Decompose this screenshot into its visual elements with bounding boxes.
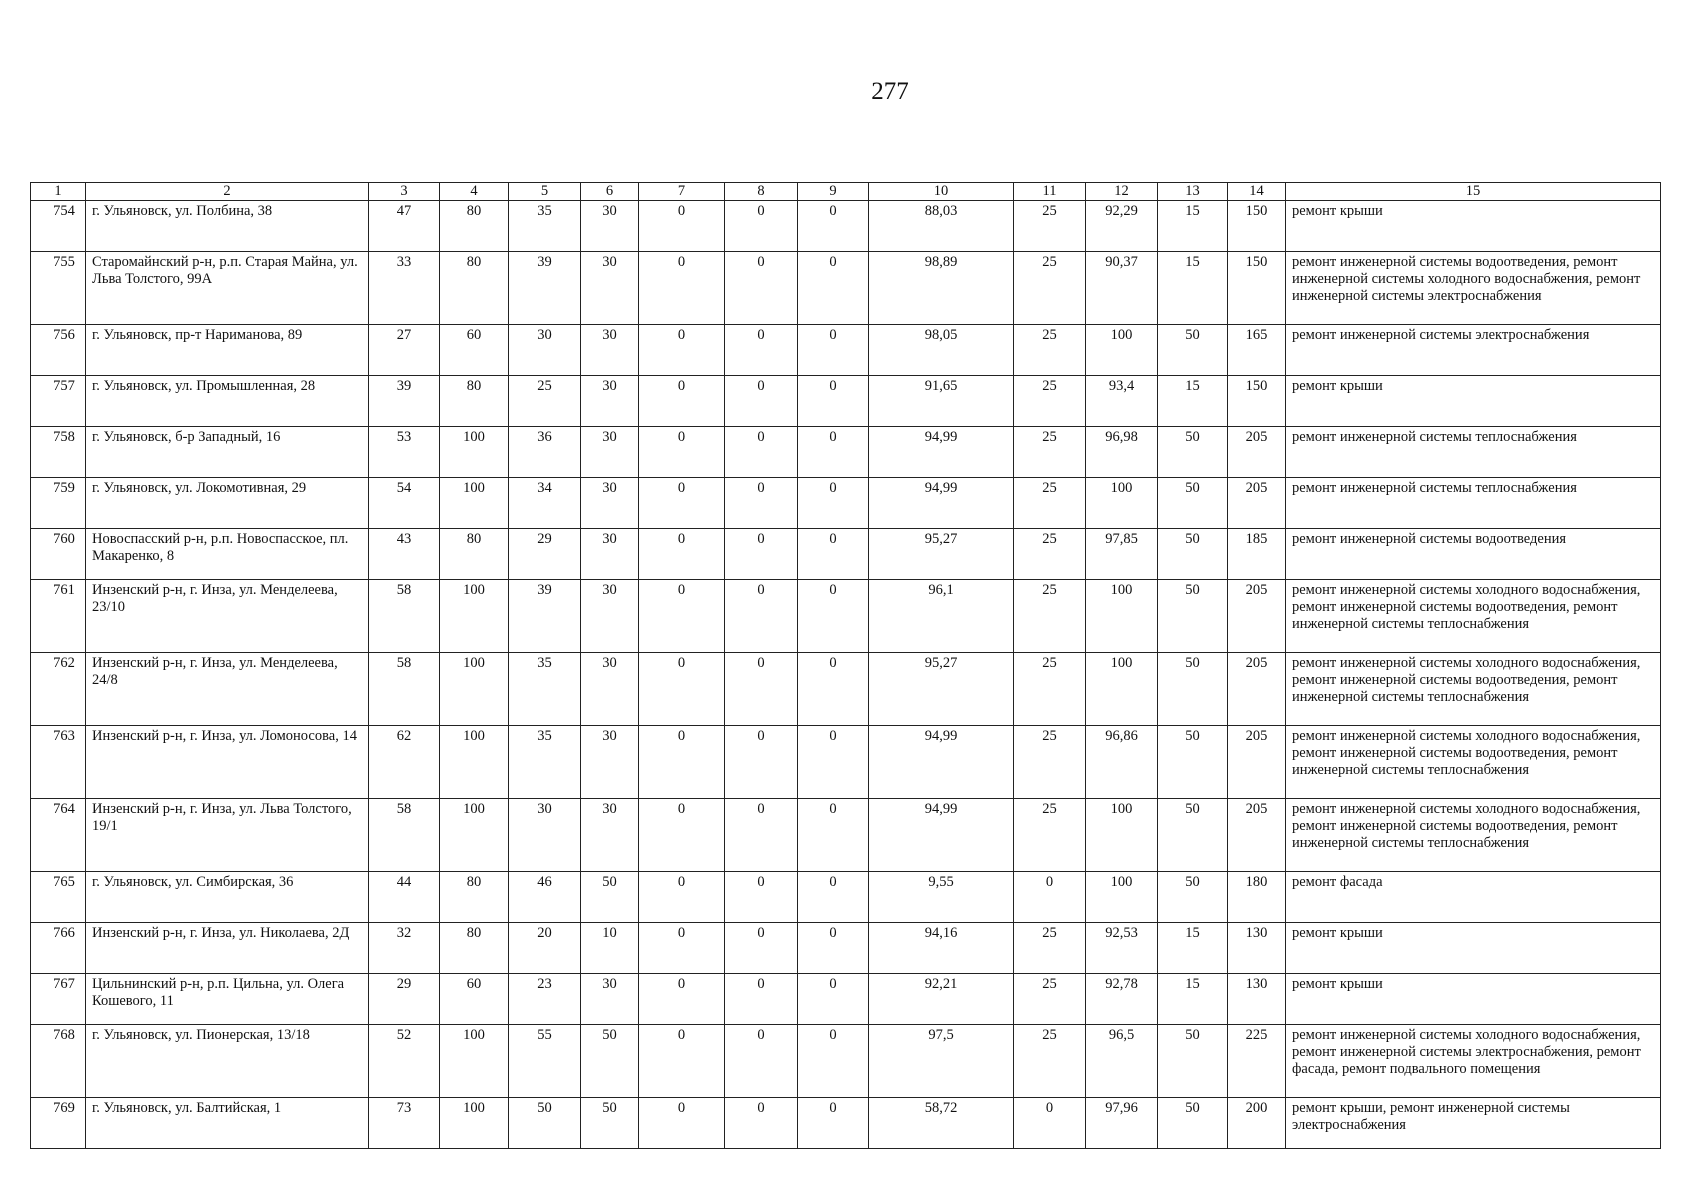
cell-col-2: г. Ульяновск, ул. Симбирская, 36: [86, 872, 369, 923]
cell-col-13: 50: [1158, 726, 1228, 799]
table-row: [31, 726, 1661, 799]
cell-col-4: 100: [440, 427, 509, 478]
repair-table: [30, 182, 1661, 1149]
cell-col-12: 100: [1086, 799, 1158, 872]
cell-col-7: 0: [639, 252, 725, 325]
cell-col-5: 30: [509, 799, 581, 872]
cell-col-7: 0: [639, 974, 725, 1025]
column-header-13: 13: [1158, 183, 1228, 201]
table-row: [31, 974, 1661, 1025]
cell-col-8: 0: [725, 726, 798, 799]
cell-col-10: 98,05: [869, 325, 1014, 376]
column-header-8: 8: [725, 183, 798, 201]
cell-col-11: 0: [1014, 872, 1086, 923]
column-header-7: 7: [639, 183, 725, 201]
cell-col-3: 53: [369, 427, 440, 478]
cell-col-2: г. Ульяновск, ул. Промышленная, 28: [86, 376, 369, 427]
cell-col-6: 30: [581, 478, 639, 529]
cell-col-2: г. Ульяновск, ул. Балтийская, 1: [86, 1098, 369, 1149]
cell-col-14: 165: [1228, 325, 1286, 376]
cell-col-1: 759: [31, 478, 86, 529]
cell-col-13: 50: [1158, 580, 1228, 653]
cell-col-6: 30: [581, 325, 639, 376]
cell-col-2: Цильнинский р-н, р.п. Цильна, ул. Олега Кошевого, 11: [86, 974, 369, 1025]
cell-col-6: 50: [581, 872, 639, 923]
cell-col-9: 0: [798, 1025, 869, 1098]
cell-col-3: 54: [369, 478, 440, 529]
cell-col-3: 29: [369, 974, 440, 1025]
table-row: [31, 252, 1661, 325]
cell-col-3: 32: [369, 923, 440, 974]
cell-col-5: 46: [509, 872, 581, 923]
cell-col-2: Инзенский р-н, г. Инза, ул. Льва Толстого, 19/1: [86, 799, 369, 872]
cell-col-7: 0: [639, 325, 725, 376]
cell-col-15: ремонт инженерной системы водоотведения, ремонт инженерной системы холодного водоснабжения, ремонт инженерной системы электроснабжения: [1286, 252, 1661, 325]
cell-col-4: 100: [440, 1025, 509, 1098]
cell-col-13: 50: [1158, 799, 1228, 872]
cell-col-6: 30: [581, 529, 639, 580]
cell-col-8: 0: [725, 872, 798, 923]
cell-col-15: ремонт инженерной системы холодного водоснабжения, ремонт инженерной системы водоотведения, ремонт инженерной системы теплоснабжения: [1286, 726, 1661, 799]
cell-col-12: 97,96: [1086, 1098, 1158, 1149]
cell-col-5: 50: [509, 1098, 581, 1149]
cell-col-14: 150: [1228, 201, 1286, 252]
cell-col-12: 100: [1086, 653, 1158, 726]
cell-col-6: 50: [581, 1098, 639, 1149]
cell-col-3: 33: [369, 252, 440, 325]
page-number: 277: [871, 78, 909, 105]
cell-col-8: 0: [725, 201, 798, 252]
cell-col-9: 0: [798, 252, 869, 325]
cell-col-6: 30: [581, 726, 639, 799]
cell-col-15: ремонт инженерной системы водоотведения: [1286, 529, 1661, 580]
cell-col-11: 25: [1014, 726, 1086, 799]
table-row: [31, 376, 1661, 427]
cell-col-2: г. Ульяновск, ул. Полбина, 38: [86, 201, 369, 252]
cell-col-6: 30: [581, 799, 639, 872]
cell-col-8: 0: [725, 799, 798, 872]
cell-col-5: 35: [509, 653, 581, 726]
cell-col-3: 58: [369, 799, 440, 872]
cell-col-13: 50: [1158, 427, 1228, 478]
table-row: [31, 872, 1661, 923]
table-body: [31, 201, 1661, 1149]
cell-col-5: 29: [509, 529, 581, 580]
cell-col-11: 25: [1014, 1025, 1086, 1098]
cell-col-11: 25: [1014, 923, 1086, 974]
table-row: [31, 529, 1661, 580]
cell-col-14: 205: [1228, 478, 1286, 529]
cell-col-2: г. Ульяновск, ул. Локомотивная, 29: [86, 478, 369, 529]
cell-col-9: 0: [798, 872, 869, 923]
cell-col-1: 769: [31, 1098, 86, 1149]
cell-col-7: 0: [639, 872, 725, 923]
cell-col-15: ремонт крыши, ремонт инженерной системы электроснабжения: [1286, 1098, 1661, 1149]
cell-col-4: 80: [440, 529, 509, 580]
cell-col-5: 35: [509, 201, 581, 252]
cell-col-12: 100: [1086, 580, 1158, 653]
cell-col-4: 80: [440, 201, 509, 252]
cell-col-12: 96,98: [1086, 427, 1158, 478]
table-row: [31, 478, 1661, 529]
cell-col-14: 150: [1228, 252, 1286, 325]
cell-col-2: Старомайнский р-н, р.п. Старая Майна, ул. Льва Толстого, 99А: [86, 252, 369, 325]
cell-col-5: 55: [509, 1025, 581, 1098]
cell-col-12: 92,29: [1086, 201, 1158, 252]
cell-col-14: 150: [1228, 376, 1286, 427]
cell-col-1: 754: [31, 201, 86, 252]
cell-col-12: 92,78: [1086, 974, 1158, 1025]
cell-col-8: 0: [725, 1025, 798, 1098]
cell-col-4: 100: [440, 799, 509, 872]
cell-col-15: ремонт крыши: [1286, 376, 1661, 427]
cell-col-1: 756: [31, 325, 86, 376]
cell-col-11: 25: [1014, 529, 1086, 580]
cell-col-10: 94,99: [869, 726, 1014, 799]
cell-col-5: 39: [509, 252, 581, 325]
cell-col-9: 0: [798, 580, 869, 653]
table-row: [31, 427, 1661, 478]
cell-col-1: 764: [31, 799, 86, 872]
cell-col-15: ремонт крыши: [1286, 201, 1661, 252]
cell-col-10: 95,27: [869, 653, 1014, 726]
cell-col-13: 50: [1158, 872, 1228, 923]
column-header-12: 12: [1086, 183, 1158, 201]
cell-col-13: 15: [1158, 201, 1228, 252]
cell-col-6: 30: [581, 974, 639, 1025]
cell-col-11: 25: [1014, 974, 1086, 1025]
cell-col-14: 180: [1228, 872, 1286, 923]
cell-col-4: 80: [440, 923, 509, 974]
cell-col-7: 0: [639, 580, 725, 653]
column-header-5: 5: [509, 183, 581, 201]
cell-col-7: 0: [639, 478, 725, 529]
cell-col-15: ремонт крыши: [1286, 923, 1661, 974]
cell-col-8: 0: [725, 1098, 798, 1149]
cell-col-3: 62: [369, 726, 440, 799]
table-row: [31, 201, 1661, 252]
cell-col-13: 50: [1158, 325, 1228, 376]
cell-col-13: 50: [1158, 1098, 1228, 1149]
cell-col-7: 0: [639, 529, 725, 580]
cell-col-9: 0: [798, 529, 869, 580]
cell-col-14: 200: [1228, 1098, 1286, 1149]
cell-col-10: 97,5: [869, 1025, 1014, 1098]
cell-col-6: 30: [581, 252, 639, 325]
cell-col-13: 50: [1158, 478, 1228, 529]
cell-col-8: 0: [725, 376, 798, 427]
table-row: [31, 325, 1661, 376]
cell-col-10: 98,89: [869, 252, 1014, 325]
cell-col-8: 0: [725, 923, 798, 974]
cell-col-6: 30: [581, 580, 639, 653]
cell-col-4: 80: [440, 376, 509, 427]
cell-col-5: 20: [509, 923, 581, 974]
cell-col-15: ремонт инженерной системы холодного водоснабжения, ремонт инженерной системы водоотведения, ремонт инженерной системы теплоснабжения: [1286, 799, 1661, 872]
cell-col-2: Инзенский р-н, г. Инза, ул. Менделеева, 23/10: [86, 580, 369, 653]
cell-col-15: ремонт крыши: [1286, 974, 1661, 1025]
cell-col-10: 94,99: [869, 427, 1014, 478]
cell-col-15: ремонт инженерной системы теплоснабжения: [1286, 427, 1661, 478]
cell-col-3: 47: [369, 201, 440, 252]
cell-col-1: 758: [31, 427, 86, 478]
cell-col-11: 25: [1014, 478, 1086, 529]
cell-col-2: Инзенский р-н, г. Инза, ул. Николаева, 2Д: [86, 923, 369, 974]
cell-col-13: 50: [1158, 1025, 1228, 1098]
cell-col-4: 100: [440, 580, 509, 653]
cell-col-12: 100: [1086, 325, 1158, 376]
table-row: [31, 1098, 1661, 1149]
cell-col-14: 205: [1228, 580, 1286, 653]
cell-col-11: 25: [1014, 799, 1086, 872]
cell-col-11: 0: [1014, 1098, 1086, 1149]
cell-col-8: 0: [725, 427, 798, 478]
cell-col-15: ремонт фасада: [1286, 872, 1661, 923]
cell-col-11: 25: [1014, 376, 1086, 427]
cell-col-5: 23: [509, 974, 581, 1025]
cell-col-10: 91,65: [869, 376, 1014, 427]
header-row: [31, 183, 1661, 201]
cell-col-9: 0: [798, 201, 869, 252]
cell-col-12: 93,4: [1086, 376, 1158, 427]
cell-col-7: 0: [639, 726, 725, 799]
cell-col-12: 96,86: [1086, 726, 1158, 799]
cell-col-5: 36: [509, 427, 581, 478]
cell-col-12: 100: [1086, 478, 1158, 529]
cell-col-1: 763: [31, 726, 86, 799]
cell-col-15: ремонт инженерной системы холодного водоснабжения, ремонт инженерной системы водоотведения, ремонт инженерной системы теплоснабжения: [1286, 653, 1661, 726]
cell-col-14: 185: [1228, 529, 1286, 580]
column-header-4: 4: [440, 183, 509, 201]
cell-col-2: Новоспасский р-н, р.п. Новоспасское, пл. Макаренко, 8: [86, 529, 369, 580]
column-header-11: 11: [1014, 183, 1086, 201]
cell-col-3: 44: [369, 872, 440, 923]
cell-col-2: Инзенский р-н, г. Инза, ул. Менделеева, 24/8: [86, 653, 369, 726]
cell-col-7: 0: [639, 1098, 725, 1149]
cell-col-5: 34: [509, 478, 581, 529]
cell-col-10: 58,72: [869, 1098, 1014, 1149]
column-header-1: 1: [31, 183, 86, 201]
cell-col-3: 73: [369, 1098, 440, 1149]
cell-col-10: 88,03: [869, 201, 1014, 252]
cell-col-8: 0: [725, 580, 798, 653]
cell-col-5: 35: [509, 726, 581, 799]
cell-col-1: 761: [31, 580, 86, 653]
column-header-9: 9: [798, 183, 869, 201]
table-row: [31, 923, 1661, 974]
cell-col-15: ремонт инженерной системы электроснабжения: [1286, 325, 1661, 376]
cell-col-4: 60: [440, 974, 509, 1025]
cell-col-8: 0: [725, 653, 798, 726]
cell-col-8: 0: [725, 252, 798, 325]
cell-col-5: 39: [509, 580, 581, 653]
column-header-10: 10: [869, 183, 1014, 201]
cell-col-8: 0: [725, 974, 798, 1025]
cell-col-4: 80: [440, 252, 509, 325]
cell-col-13: 50: [1158, 653, 1228, 726]
cell-col-12: 97,85: [1086, 529, 1158, 580]
cell-col-11: 25: [1014, 653, 1086, 726]
table-row: [31, 1025, 1661, 1098]
cell-col-7: 0: [639, 923, 725, 974]
cell-col-10: 94,99: [869, 799, 1014, 872]
cell-col-3: 52: [369, 1025, 440, 1098]
column-header-3: 3: [369, 183, 440, 201]
table-row: [31, 580, 1661, 653]
cell-col-7: 0: [639, 799, 725, 872]
cell-col-2: г. Ульяновск, пр-т Нариманова, 89: [86, 325, 369, 376]
cell-col-11: 25: [1014, 427, 1086, 478]
cell-col-6: 10: [581, 923, 639, 974]
cell-col-12: 92,53: [1086, 923, 1158, 974]
cell-col-6: 50: [581, 1025, 639, 1098]
cell-col-8: 0: [725, 325, 798, 376]
cell-col-15: ремонт инженерной системы холодного водоснабжения, ремонт инженерной системы электроснабжения, ремонт фасада, ремонт подвального помещения: [1286, 1025, 1661, 1098]
cell-col-11: 25: [1014, 325, 1086, 376]
cell-col-12: 90,37: [1086, 252, 1158, 325]
cell-col-14: 205: [1228, 726, 1286, 799]
cell-col-7: 0: [639, 653, 725, 726]
cell-col-12: 96,5: [1086, 1025, 1158, 1098]
cell-col-13: 15: [1158, 252, 1228, 325]
cell-col-1: 757: [31, 376, 86, 427]
cell-col-7: 0: [639, 427, 725, 478]
cell-col-9: 0: [798, 653, 869, 726]
cell-col-6: 30: [581, 427, 639, 478]
cell-col-6: 30: [581, 653, 639, 726]
cell-col-4: 100: [440, 478, 509, 529]
cell-col-1: 765: [31, 872, 86, 923]
cell-col-10: 96,1: [869, 580, 1014, 653]
cell-col-2: Инзенский р-н, г. Инза, ул. Ломоносова, 14: [86, 726, 369, 799]
cell-col-12: 100: [1086, 872, 1158, 923]
cell-col-3: 27: [369, 325, 440, 376]
cell-col-4: 60: [440, 325, 509, 376]
column-header-14: 14: [1228, 183, 1286, 201]
cell-col-1: 768: [31, 1025, 86, 1098]
cell-col-10: 92,21: [869, 974, 1014, 1025]
cell-col-15: ремонт инженерной системы холодного водоснабжения, ремонт инженерной системы водоотведения, ремонт инженерной системы теплоснабжения: [1286, 580, 1661, 653]
cell-col-9: 0: [798, 427, 869, 478]
cell-col-8: 0: [725, 478, 798, 529]
cell-col-13: 50: [1158, 529, 1228, 580]
cell-col-13: 15: [1158, 376, 1228, 427]
cell-col-11: 25: [1014, 201, 1086, 252]
cell-col-10: 95,27: [869, 529, 1014, 580]
cell-col-6: 30: [581, 201, 639, 252]
cell-col-1: 766: [31, 923, 86, 974]
cell-col-9: 0: [798, 478, 869, 529]
cell-col-4: 100: [440, 726, 509, 799]
cell-col-3: 58: [369, 653, 440, 726]
cell-col-14: 225: [1228, 1025, 1286, 1098]
column-header-15: 15: [1286, 183, 1661, 201]
cell-col-1: 762: [31, 653, 86, 726]
cell-col-5: 25: [509, 376, 581, 427]
cell-col-14: 205: [1228, 427, 1286, 478]
cell-col-9: 0: [798, 325, 869, 376]
cell-col-2: г. Ульяновск, ул. Пионерская, 13/18: [86, 1025, 369, 1098]
cell-col-10: 94,99: [869, 478, 1014, 529]
cell-col-13: 15: [1158, 923, 1228, 974]
table-row: [31, 653, 1661, 726]
cell-col-8: 0: [725, 529, 798, 580]
cell-col-7: 0: [639, 1025, 725, 1098]
cell-col-10: 9,55: [869, 872, 1014, 923]
cell-col-14: 130: [1228, 923, 1286, 974]
cell-col-11: 25: [1014, 580, 1086, 653]
table-row: [31, 799, 1661, 872]
cell-col-4: 100: [440, 653, 509, 726]
cell-col-15: ремонт инженерной системы теплоснабжения: [1286, 478, 1661, 529]
cell-col-7: 0: [639, 201, 725, 252]
cell-col-9: 0: [798, 376, 869, 427]
cell-col-3: 58: [369, 580, 440, 653]
cell-col-2: г. Ульяновск, б-р Западный, 16: [86, 427, 369, 478]
cell-col-13: 15: [1158, 974, 1228, 1025]
cell-col-11: 25: [1014, 252, 1086, 325]
cell-col-1: 755: [31, 252, 86, 325]
cell-col-9: 0: [798, 923, 869, 974]
cell-col-4: 80: [440, 872, 509, 923]
cell-col-1: 767: [31, 974, 86, 1025]
column-header-2: 2: [86, 183, 369, 201]
cell-col-14: 205: [1228, 799, 1286, 872]
column-header-6: 6: [581, 183, 639, 201]
cell-col-3: 39: [369, 376, 440, 427]
cell-col-9: 0: [798, 726, 869, 799]
cell-col-3: 43: [369, 529, 440, 580]
cell-col-4: 100: [440, 1098, 509, 1149]
cell-col-7: 0: [639, 376, 725, 427]
cell-col-14: 205: [1228, 653, 1286, 726]
cell-col-1: 760: [31, 529, 86, 580]
cell-col-14: 130: [1228, 974, 1286, 1025]
cell-col-9: 0: [798, 974, 869, 1025]
cell-col-9: 0: [798, 799, 869, 872]
cell-col-9: 0: [798, 1098, 869, 1149]
cell-col-10: 94,16: [869, 923, 1014, 974]
cell-col-6: 30: [581, 376, 639, 427]
cell-col-5: 30: [509, 325, 581, 376]
